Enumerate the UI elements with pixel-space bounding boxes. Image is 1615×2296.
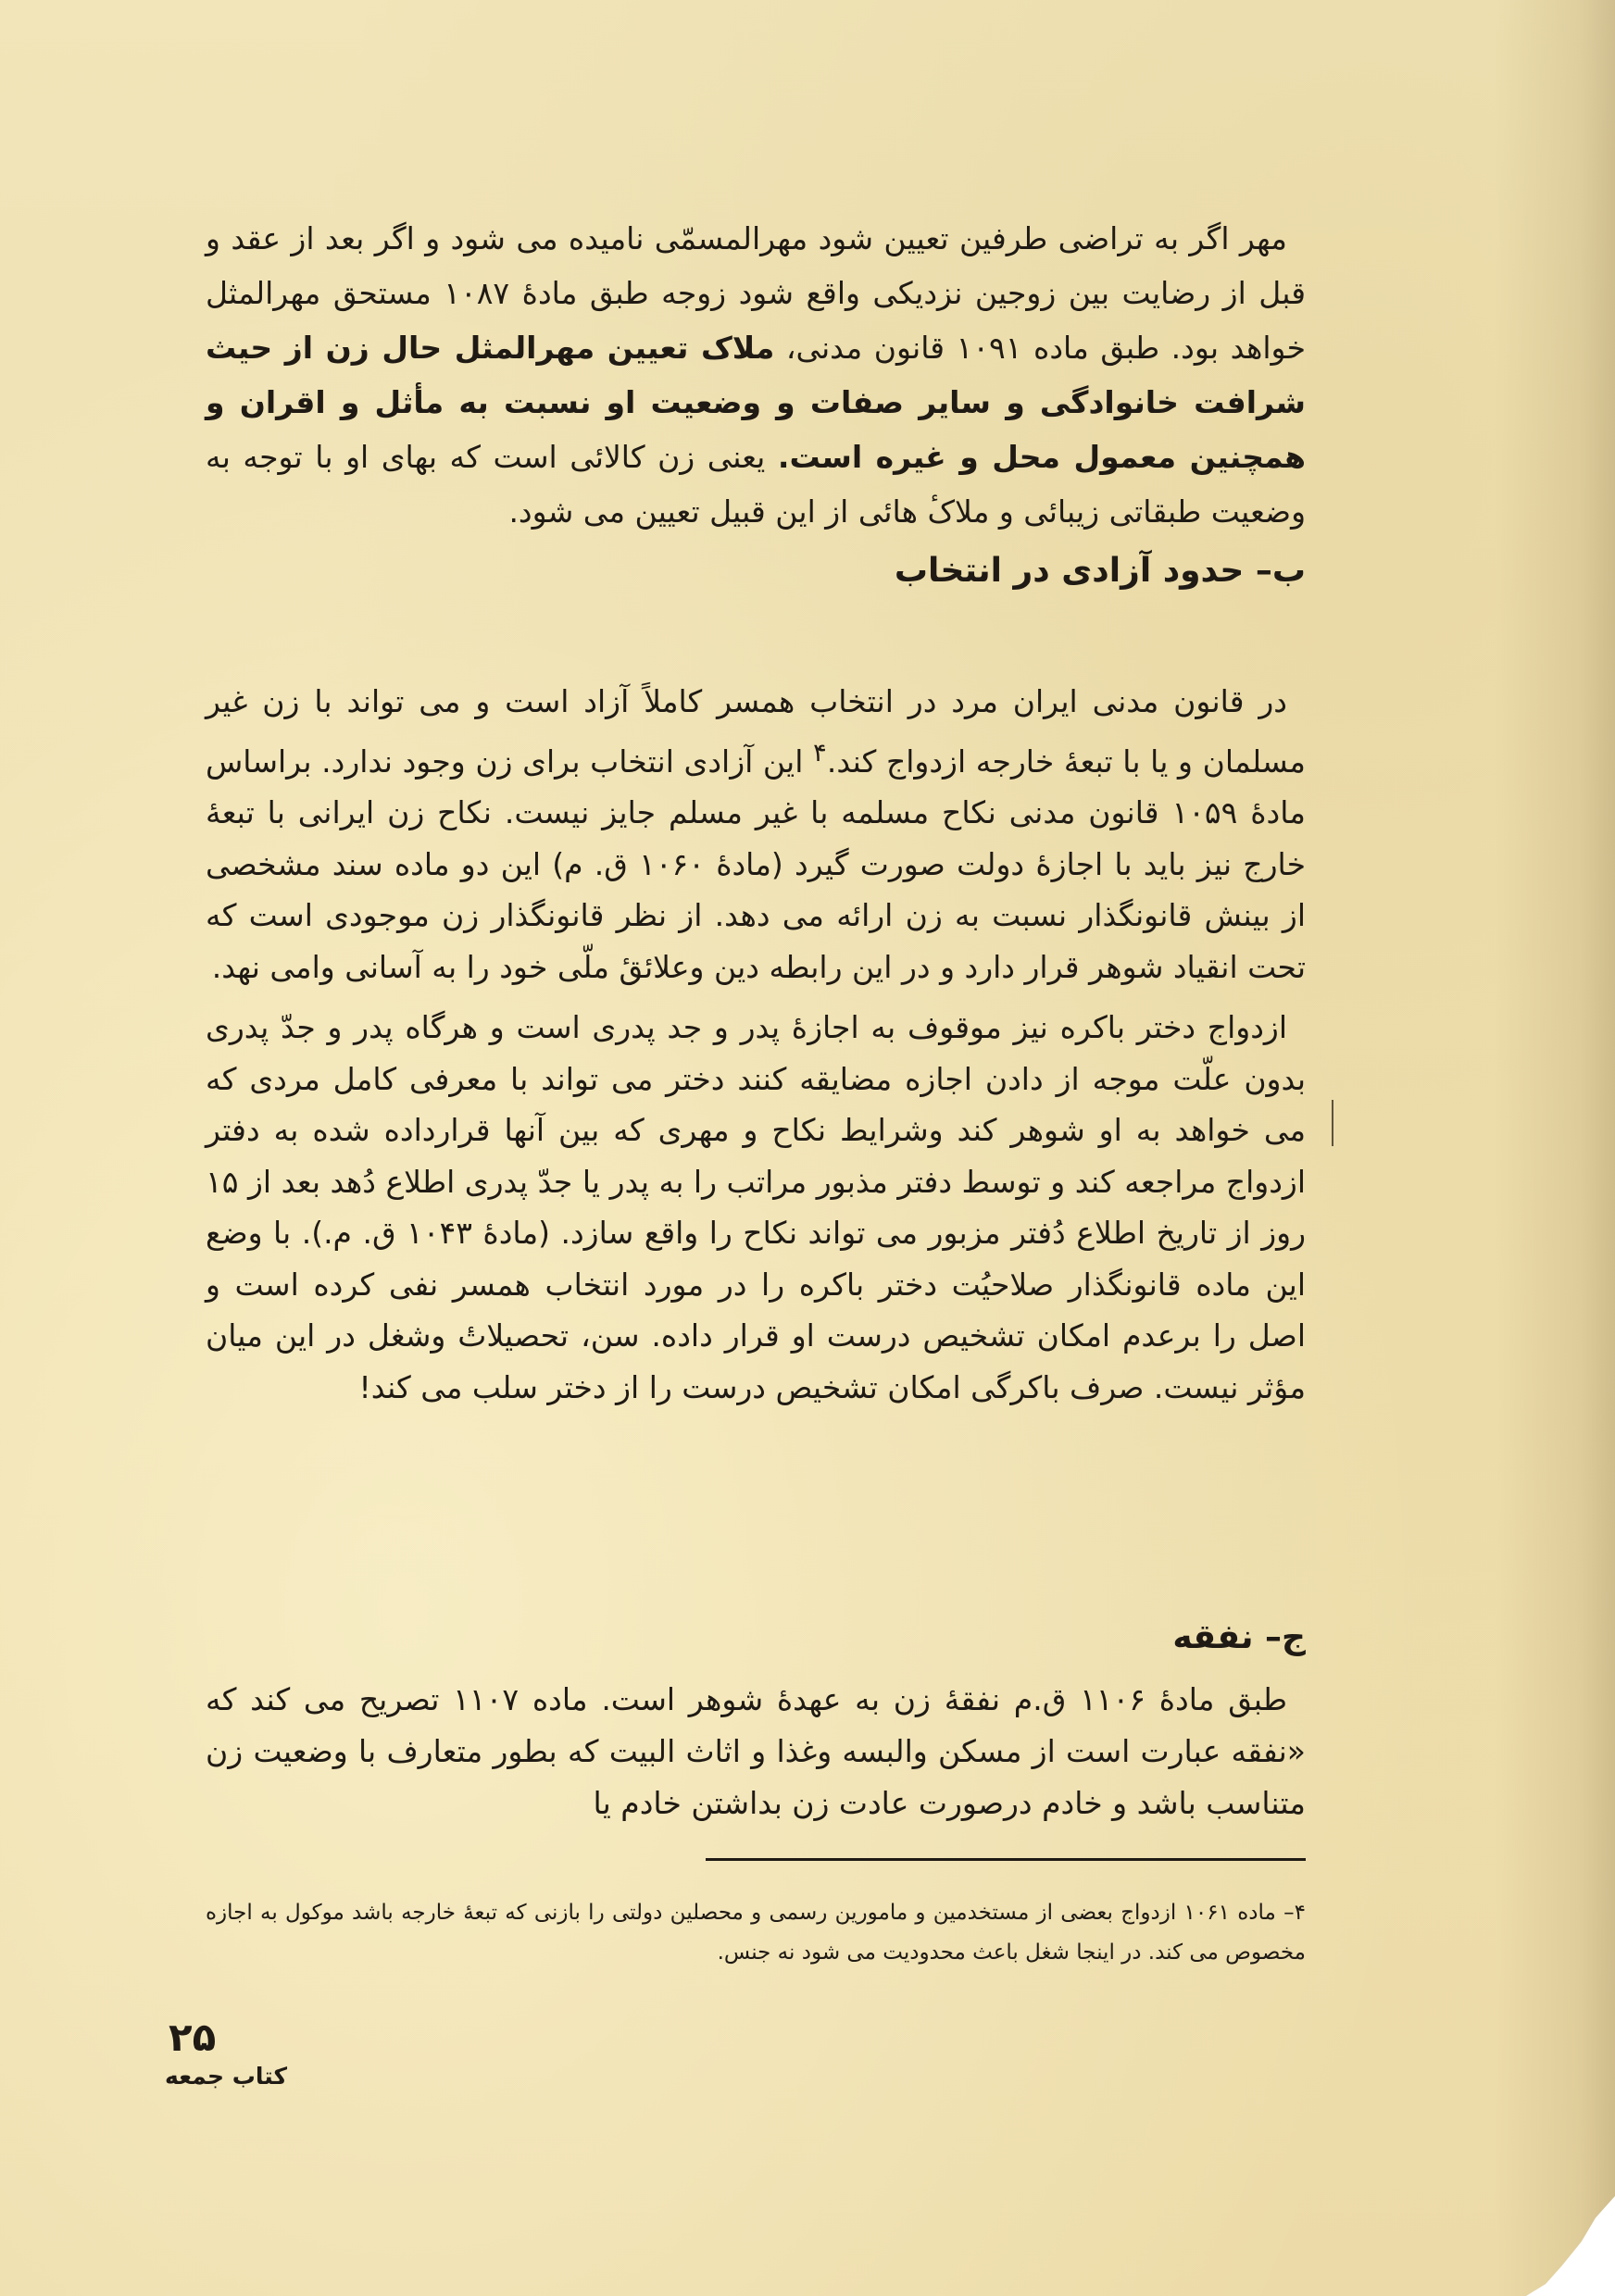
torn-page-corner	[1526, 2196, 1615, 2296]
virgin-marriage-paragraph: ازدواج دختر باکره نیز موقوف به اجازهٔ پدر و جد پدری است و هرگاه پدر و جدّ پدری بدون علّت موجه از دادن اجازه مضایقه کنند دختر می تواند با معرفی کامل مردی که می خواهد به او شوهر کند وشرایط نکاح و مهری که بین آنها قرارداده شده به دفتر ازدواج مراجعه کند و توسط دفتر مذبور مراتب را به پدر یا جدّ پدری اطلاع دُهد بعد از ۱۵ روز از تاریخ اطلاع دُفتر مزبور می تواند نکاح را واقع سازد. (مادهٔ ۱۰۴۳ ق. م.). با وضع این ماده قانونگذار صلاحیُت دختر باکره را در مورد انتخاب همسر نفی کرده است و اصل را برعدم امکان تشخیص درست او قرار داده. سن، تحصیلاتٔ وشغل در این میان مؤثر نیست. صرف باکرگی امکان تشخیص درست را از دختر سلب می کند!	[206, 1009, 1306, 1405]
footnote-4: ۴– ماده ۱۰۶۱ ازدواج بعضی از مستخدمین و مامورین رسمی و محصلین دولتی را بازنی که تبعهٔ خارجه باشد موکول به اجازه مخصوص می کند. در اینجا شغل باعث محدودیت می شود نه جنس.	[206, 1901, 1306, 1965]
mahr-conclusion-text: یعنی زن کالائی است که بهای او با توجه به وضعیت طبقاتی زیبائی و ملاکٔ هائی از این قبیل تعیین می شود.	[206, 439, 1306, 530]
spouse-choice-paragraph	[206, 676, 1306, 992]
page-edge-shadow	[1495, 0, 1615, 2296]
section-heading-nafaqa: ج– نفقه	[1172, 1618, 1306, 1656]
spouse-choice-text-a: در قانون مدنی ایران مرد در انتخاب همسر کاملاً آزاد است و می تواند با زن غیر مسلمان و یا با تبعهٔ خارجه ازدواج کند.	[206, 683, 1306, 780]
mahr-intro-text: مهر اگر به تراضی طرفین تعیین شود مهرالمسمّی نامیده می شود و اگر بعد از عقد و قبل از رضایت بین زوجین نزدیکی واقع شود زوجه طبق مادهٔ ۱۰۸۷ مستحق مهرالمثل خواهد بود. طبق ماده ۱۰۹۱ قانون مدنی،	[206, 220, 1306, 366]
nafaqa-section-text	[206, 1674, 1306, 1829]
page-number: ۲۵	[169, 2015, 217, 2060]
freedom-section-text	[206, 676, 1306, 1413]
mahr-paragraph	[206, 211, 1306, 539]
section-heading-freedom-of-choice: ب– حدود آزادی در انتخاب	[894, 552, 1306, 590]
footnote-divider	[706, 1858, 1306, 1861]
mahr-section-text	[206, 211, 1306, 539]
spouse-choice-text-b: این آزادی انتخاب برای زن وجود ندارد. براساس مادهٔ ۱۰۵۹ قانون مدنی نکاح مسلمه با غیر مسلم جایز نیست. نکاح زن ایرانی با تبعهٔ خارج نیز باید با اجازهٔ دولت صورت گیرد (مادهٔ ۱۰۶۰ ق. م) این دو ماده سند مشخصی از بینش قانونگذار نسبت به زن ارائه می دهد. از نظر قانونگذار زن موجودی است که تحت انقیاد شوهر قرار دارد و در این رابطه دین وعلائقٔ ملّی خود را به آسانی وامی نهد.	[206, 742, 1306, 985]
book-title: کتاب جمعه	[165, 2063, 288, 2090]
nafaqa-paragraph: طبق مادهٔ ۱۱۰۶ ق.م نفقهٔ زن به عهدهٔ شوهر است. ماده ۱۱۰۷ تصریح می کند که «نفقه عبارت است از مسکن والبسه وغذا و اثاث البیت که بطور متعارف با وضعیت زن متناسب باشد و خادم درصورت عادت زن بداشتن خادم یا	[206, 1681, 1306, 1821]
margin-pencil-mark	[1332, 1100, 1333, 1146]
mahr-bold-clause: ملاک تعیین مهرالمثل حال زن از حیث شرافت خانوادگی و سایر صفات و وضعیت او نسبت به مأثل و اقران و همچنین معمول محل و غیره است.	[206, 330, 1306, 475]
footnote-reference: ۴	[813, 737, 827, 767]
